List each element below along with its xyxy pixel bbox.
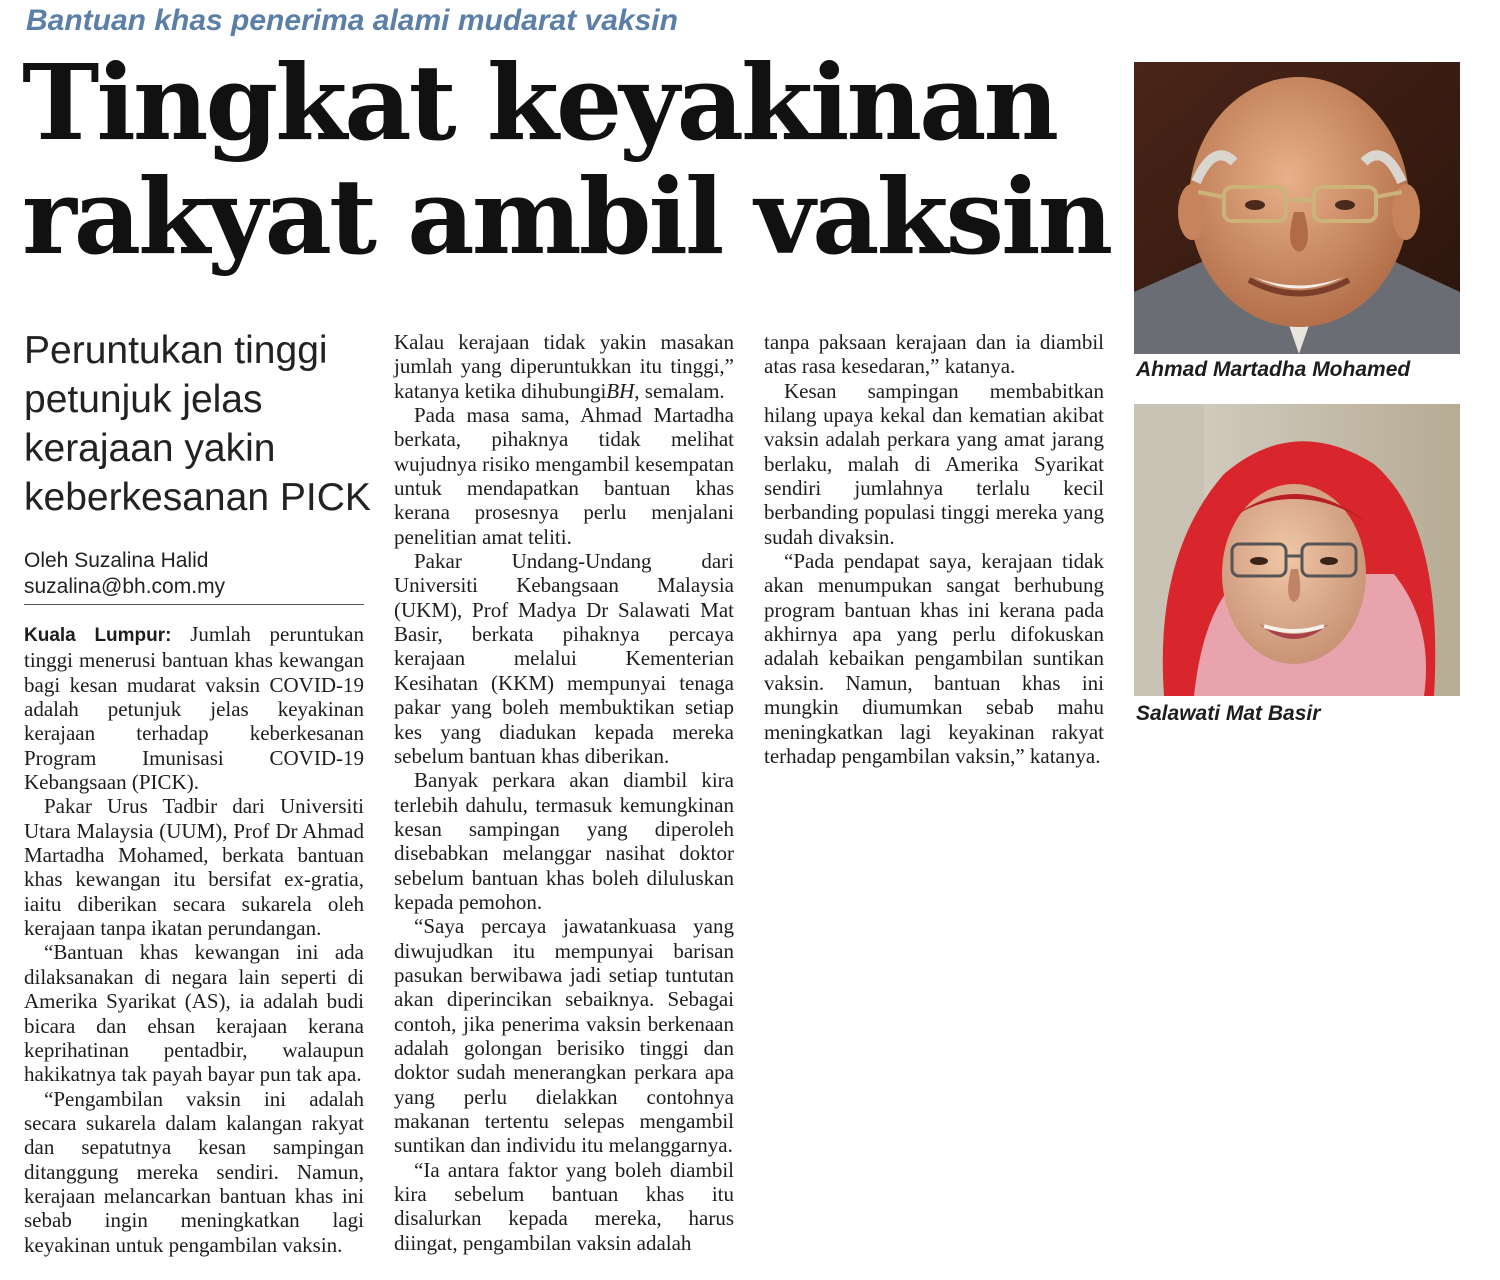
byline-author: Oleh Suzalina Halid [24, 549, 209, 572]
deck-line-4: keberkesanan PICK [24, 476, 371, 519]
portrait-man-image [1134, 62, 1460, 354]
article-paragraph: Kesan sampingan membabitkan hilang upaya kekal dan kematian akibat vaksin adalah perkara yang amat jarang berlaku, malah di Amerika Syarikat sendiri jumlahnya terlalu kecil berbanding populasi tinggi mereka yang sudah divaksin. [764, 378, 1104, 549]
article-paragraph: Banyak perkara akan diambil kira terlebih dahulu, termasuk kemungkinan kesan sampingan yang diperoleh disebabkan melanggar nasihat doktor sebelum bantuan khas boleh diluluskan kepada pemohon. [394, 768, 734, 914]
photo-ahmad-martadha [1134, 62, 1460, 354]
photo1-caption: Ahmad Martadha Mohamed [1136, 358, 1411, 381]
deck-line-3: kerajaan yakin [24, 427, 276, 470]
article-column-2 [394, 330, 734, 1255]
photo-salawati [1134, 404, 1460, 696]
headline [22, 41, 1122, 278]
paragraph-text: Kalau kerajaan tidak yakin masakan jumlah yang diperuntukkan itu tinggi,” katanya ketika dihubungi [394, 330, 734, 403]
byline-divider [24, 604, 364, 605]
publication-name: BH [606, 378, 635, 403]
article-column-3 [764, 330, 1104, 768]
deck-line-1: Peruntukan tinggi [24, 329, 328, 372]
paragraph-text: “Pengambilan vaksin ini adalah secara sukarela dalam kalangan rakyat dan sepatutnya kesan sampingan ditanggung mereka sendiri. Namun, kerajaan melancarkan bantuan khas ini sebab ingin meningkatkan lagi keyakinan untuk pengambilan vaksin. [24, 1086, 364, 1257]
deck-line-2: petunjuk jelas [24, 378, 263, 421]
article-paragraph [24, 1087, 364, 1257]
article-column-1 [24, 622, 364, 1257]
article-paragraph: “Ia antara faktor yang boleh diambil kira sebelum bantuan khas itu disalurkan kepada mereka, harus diingat, pengambilan vaksin adalah [394, 1157, 734, 1255]
kicker: Bantuan khas penerima alami mudarat vaksin [26, 4, 678, 37]
portrait-woman-image [1134, 404, 1460, 696]
article-paragraph: “Bantuan khas kewangan ini ada dilaksanakan di negara lain seperti di Amerika Syarikat (AS), ia adalah budi bicara dan ehsan kerajaan kerana keprihatinan pentadbir, walaupun hakikatnya tak payah bayar pun tak apa. [24, 940, 364, 1087]
deck [24, 326, 374, 522]
article-paragraph: Pada masa sama, Ahmad Martadha berkata, pihaknya tidak melihat wujudnya risiko mengambil kesempatan untuk mendapatkan bantuan khas kerana prosesnya perlu menjalani penelitian amat teliti. [394, 403, 735, 549]
article-paragraph [394, 330, 734, 403]
dateline: Kuala Lumpur: [24, 625, 172, 646]
byline-email: suzalina@bh.com.my [24, 575, 226, 598]
article-paragraph [24, 622, 364, 794]
photo2-caption: Salawati Mat Basir [1136, 702, 1321, 725]
article-paragraph: “Pada pendapat saya, kerajaan tidak akan menumpukan sangat berhubung program bantuan khas ini kerana pada akhirnya apa yang perlu difokuskan adalah kebaikan pengambilan suntikan vaksin. Namun, bantuan khas ini mungkin diumumkan sebab mahu meningkatkan lagi keyakinan rakyat terhadap pengambilan vaksin,” katanya. [764, 549, 1104, 768]
headline-line-2: rakyat ambil vaksin [22, 155, 1111, 278]
article-paragraph: tanpa paksaan kerajaan dan ia diambil atas rasa kesedaran,” katanya. [764, 330, 1104, 379]
article-paragraph: Pakar Urus Tadbir dari Universiti Utara Malaysia (UUM), Prof Dr Ahmad Martadha Mohamed, berkata bantuan khas kewangan itu bersifat ex-gratia, iaitu diberikan secara sukarela oleh kerajaan tanpa ikatan perundangan. [24, 794, 364, 941]
byline [24, 548, 225, 600]
paragraph-text: , semalam. [634, 378, 725, 403]
paragraph-text: Jumlah peruntukan tinggi menerusi bantuan khas kewangan bagi kesan mudarat vaksin COVID-19 adalah petunjuk jelas keyakinan kerajaan terhadap keberkesanan Program Imunisasi COVID-19 Kebangsaan (PICK). [24, 622, 365, 795]
article-paragraph: Pakar Undang-Undang dari Universiti Kebangsaan Malaysia (UKM), Prof Madya Dr Salawati Mat Basir, berkata pihaknya percaya kerajaan melalui Kementerian Kesihatan (KKM) mempunyai tenaga pakar yang boleh membuktikan setiap kes yang diadukan kepada mereka sebelum bantuan khas diberikan. [394, 549, 734, 768]
article-paragraph: “Saya percaya jawatankuasa yang diwujudkan itu mempunyai barisan pasukan berwibawa jadi setiap tuntutan akan diperincikan sebaiknya. Sebagai contoh, jika penerima vaksin berkenaan adalah golongan berisiko tinggi dan doktor sudah menerangkan perkara apa yang perlu dielakkan contohnya makanan tertentu selepas mengambil suntikan dan individu itu melanggarnya. [394, 914, 734, 1158]
headline-line-1: Tingkat keyakinan [22, 41, 1057, 164]
